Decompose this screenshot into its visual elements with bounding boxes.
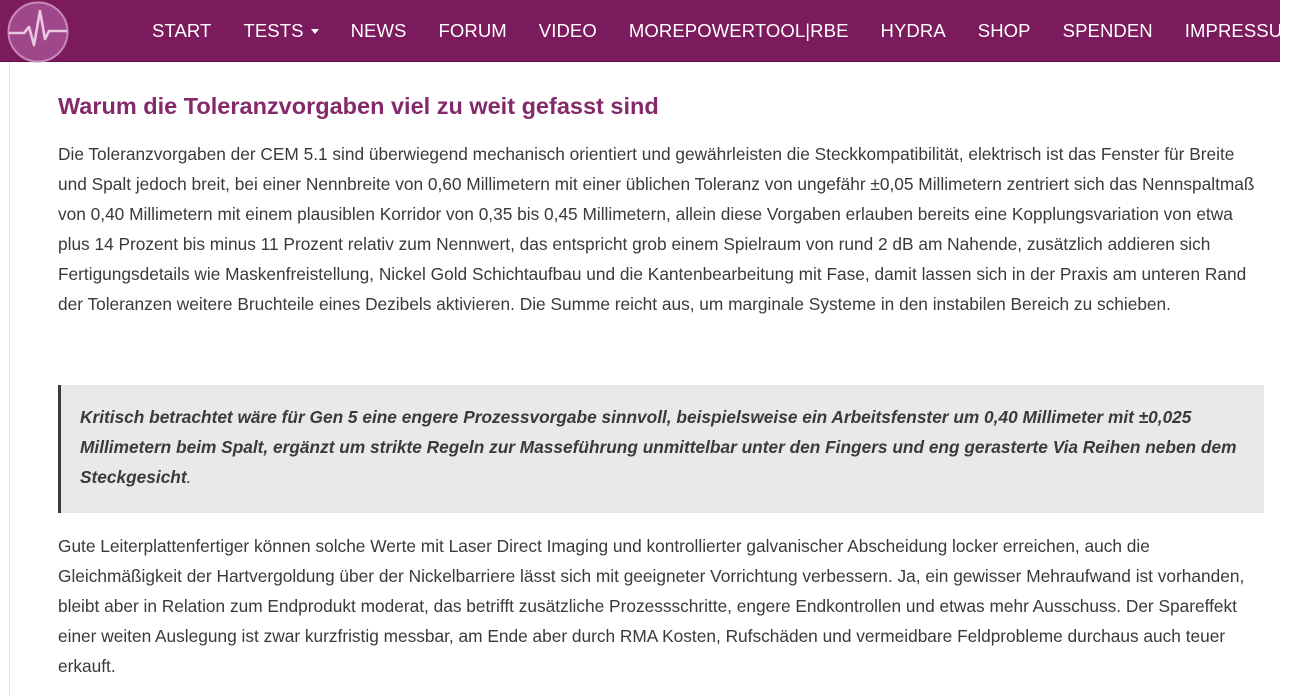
nav-shop[interactable] [962,0,1047,62]
nav-news[interactable] [335,0,423,62]
nav-impressum[interactable] [1169,0,1314,62]
article-blockquote [58,385,1264,513]
blockquote-text [80,402,1246,492]
article-paragraph-1: Die Toleranzvorgaben der CEM 5.1 sind überwiegend mechanisch orientiert und gewährleisten die Steckkompatibilität, elektrisch ist das Fenster für Breite und Spalt jedoch breit, bei einer Nennbreite von 0,60 Millimetern mit einer üblichen Toleranz von ungefähr ±0,05 Millimetern zentriert sich das Nennspaltmaß von 0,40 Millimetern mit einem plausiblen Korridor von 0,35 bis 0,45 Millimetern, allein diese Vorgaben erlauben bereits eine Kopplungsvariation von etwa plus 14 Prozent bis minus 11 Prozent relativ zum Nennwert, das entspricht grob einem Spielraum von rund 2 dB am Nahende, zusätzlich addieren sich Fertigungsdetails wie Maskenfreistellung, Nickel Gold Schichtaufbau und die Kantenbearbeitung mit Fase, damit lassen sich in der Praxis am unteren Rand der Toleranzen weitere Bruchteile eines Dezibels aktivieren. Die Summe reicht aus, um marginale Systeme in den instabilen Bereich zu schieben. [58,144,1255,314]
nav-morepowertool[interactable] [613,0,865,62]
caret-down-icon [311,29,319,34]
nav-news-label: NEWS [350,20,407,41]
article-paragraph-2: Gute Leiterplattenfertiger können solche Werte mit Laser Direct Imaging und kontrollierter galvanischer Abscheidung locker erreichen, auch die Gleichmäßigkeit der Hartvergoldung über der Nickelbarriere lässt sich mit geeigneter Vorrichtung verbessern. Ja, ein gewisser Mehraufwand ist vorhanden, bleibt aber in Relation zum Endprodukt moderat, das betrifft zusätzliche Prozessschritte, engere Endkontrollen und etwas mehr Ausschuss. Der Spareffekt einer weiten Auslegung ist zwar kurzfristig messbar, am Ende aber durch RMA Kosten, Rufschäden und vermeidbare Feldprobleme durchaus auch teuer erkauft. [58,536,1245,676]
nav-video-label: VIDEO [538,20,597,41]
heartbeat-logo-icon[interactable] [7,1,69,63]
main-menu [136,0,1314,62]
nav-hydra-label: HYDRA [880,20,946,41]
nav-forum[interactable] [422,0,522,62]
nav-start-label: START [152,20,212,41]
nav-tests-label: TESTS [243,20,304,41]
article-heading: Warum die Toleranzvorgaben viel zu weit gefasst sind [58,93,659,119]
nav-spenden[interactable] [1047,0,1169,62]
top-navbar [0,0,1298,62]
sidebar-divider [9,62,10,696]
nav-start[interactable] [136,0,227,62]
nav-tests[interactable] [227,0,334,62]
nav-morepowertool-label: MOREPOWERTOOL|RBE [628,20,849,41]
nav-video[interactable] [523,0,613,62]
nav-shop-label: SHOP [977,20,1031,41]
blockquote-end: . [186,467,192,487]
nav-hydra[interactable] [865,0,962,62]
nav-forum-label: FORUM [438,20,507,41]
nav-spenden-label: SPENDEN [1062,20,1153,41]
nav-impressum-label: IMPRESSUM [1184,20,1298,41]
blockquote-body: Kritisch betrachtet wäre für Gen 5 eine engere Prozessvorgabe sinnvoll, beispielsweise ein Arbeitsfenster um 0,40 Millimeter mit ±0,025 Millimetern beim Spalt, ergänzt um strikte Regeln zur Masseführung unmittelbar unter den Fingers und eng gerasterte Via Reihen neben dem Steckgesicht [80,407,1237,487]
